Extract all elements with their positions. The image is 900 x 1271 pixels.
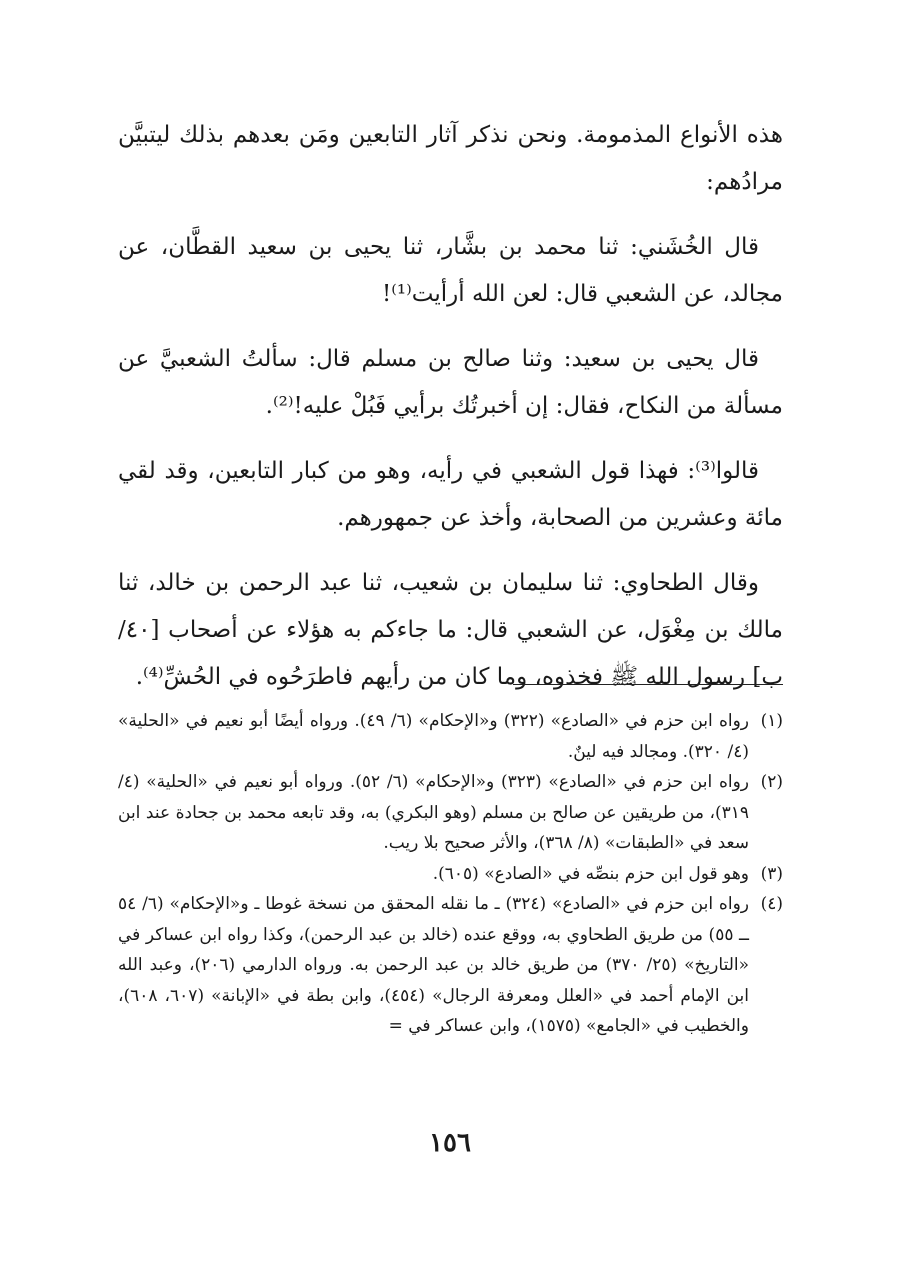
footnote-text: رواه ابن حزم في «الصادع» (٣٢٤) ـ ما نقله المحقق من نسخة غوطا ـ و«الإحكام» (٦/ ٥٤ ــ ٥٥) من طريق الطحاوي به، ووقع عنده (خالد بن عبد الرحمن)، وكذا رواه ابن عساكر في «التاريخ» (٢٥/ ٣٧٠) من طريق خالد بن عبد الرحمن به. ورواه الدارمي (٢٠٦)، وعبد الله ابن الإمام أحمد في «العلل ومعرفة الرجال» (٤٥٤)، وابن بطة في «الإبانة» (٦٠٧، ٦٠٨)، والخطيب في «الجامع» (١٥٧٥)، وابن عساكر في = [118,894,749,1036]
main-text [118,112,783,719]
footnote [118,767,783,859]
paragraph-1: هذه الأنواع المذمومة. ونحن نذكر آثار التابعين ومَن بعدهم بذلك ليتبيَّن مرادُهم: [118,122,783,195]
paragraph-2: قال الخُشَني: ثنا محمد بن بشَّار، ثنا يحيى بن سعيد القطَّان، عن مجالد، عن الشعبي قال: لعن الله أرأيت⁽¹⁾! [118,234,783,307]
footnote-text: وهو قول ابن حزم بنصِّه في «الصادع» (٦٠٥). [432,863,749,884]
page-number: ١٥٦ [429,1128,471,1158]
footnote-separator [513,684,783,685]
footnote [118,706,783,767]
footnotes [118,706,783,1042]
footnote [118,889,783,1042]
footnote-number: (٤) [760,894,783,914]
paragraph-3: قال يحيى بن سعيد: وثنا صالح بن مسلم قال: سألتُ الشعبيَّ عن مسألة من النكاح، فقال: إن أخبرتُك برأيي فَبُلْ عليه!⁽²⁾. [118,346,783,419]
paragraph-5: وقال الطحاوي: ثنا سليمان بن شعيب، ثنا عبد الرحمن بن خالد، ثنا مالك بن مِغْوَل، عن الشعبي قال: ما جاءكم به هؤلاء عن أصحاب [٤٠/ب] رسول الله ﷺ فخذوه، وما كان من رأيهم فاطرَحُوه في الحُشِّ⁽⁴⁾. [118,570,783,690]
footnote-text: رواه ابن حزم في «الصادع» (٣٢٢) و«الإحكام» (٦/ ٤٩). ورواه أيضًا أبو نعيم في «الحلية» (٤/ ٣٢٠). ومجالد فيه لينٌ. [118,711,749,762]
footnote [118,859,783,890]
footnote-number: (٢) [760,772,783,792]
footnote-text: رواه ابن حزم في «الصادع» (٣٢٣) و«الإحكام» (٦/ ٥٢). ورواه أبو نعيم في «الحلية» (٤/ ٣١٩)، من طريقين عن صالح بن مسلم (وهو البكري) به، وقد تابعه محمد بن جحادة عند ابن سعد في «الطبقات» (٨/ ٣٦٨)، والأثر صحيح بلا ريب. [118,772,749,853]
footnote-number: (١) [760,711,783,731]
footnote-number: (٣) [760,863,783,884]
paragraph-4: قالوا⁽³⁾: فهذا قول الشعبي في رأيه، وهو من كبار التابعين، وقد لقي مائة وعشرين من الصحابة، وأخذ عن جمهورهم. [118,458,783,531]
